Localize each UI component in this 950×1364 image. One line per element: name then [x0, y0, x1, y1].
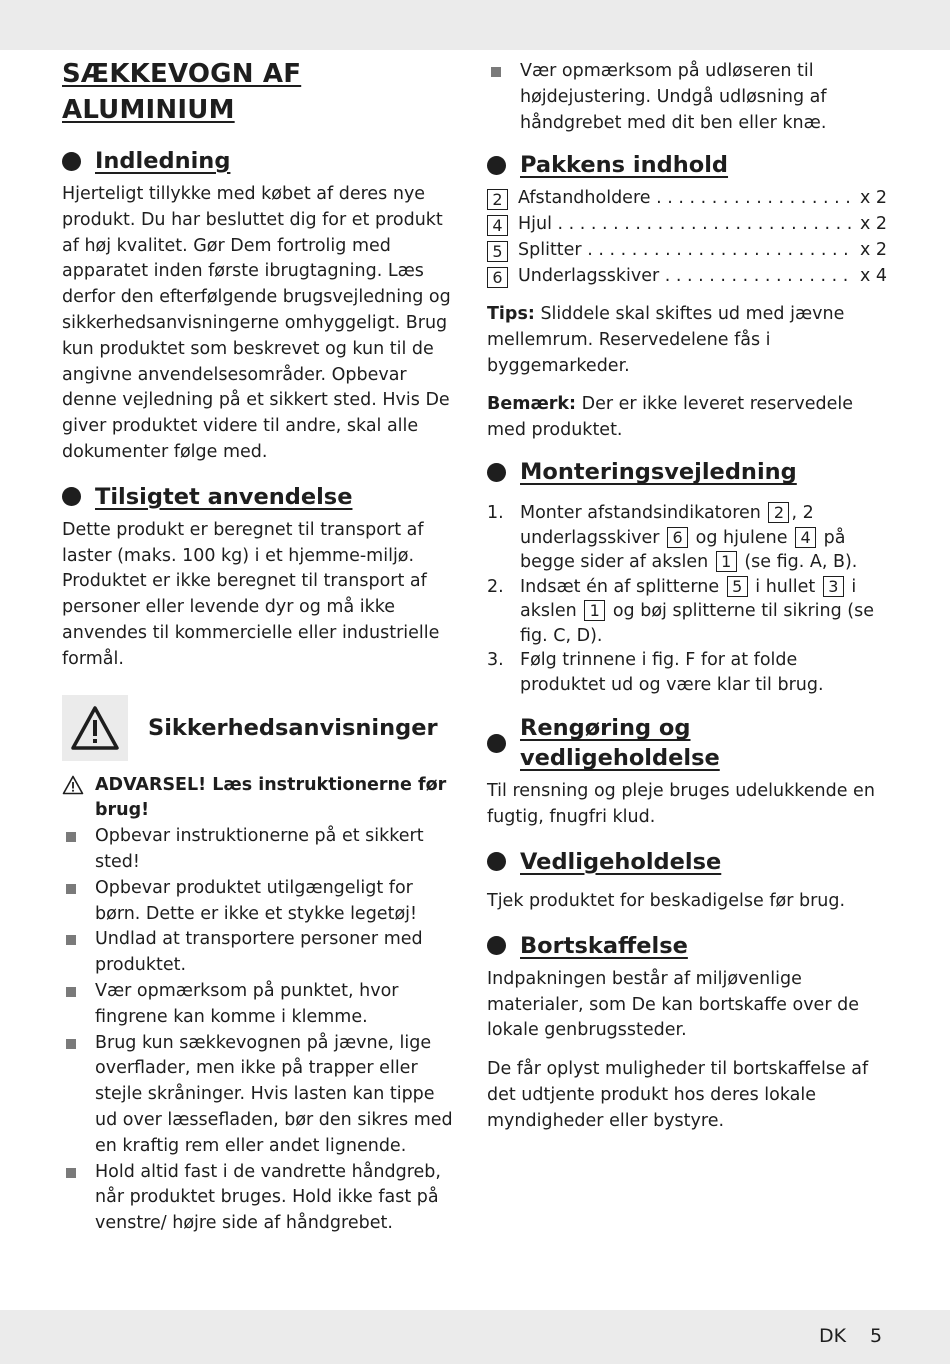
safety-list-continued [487, 59, 887, 136]
bullet-dot-icon [487, 734, 506, 753]
step-number: 2. [487, 576, 504, 597]
list-item [487, 212, 887, 238]
cleaning-text: Til rensning og pleje bruges udelukkende en fugtig, fnugfri klud. [487, 781, 875, 828]
bullet-dot-icon [62, 487, 81, 506]
list-item [487, 264, 887, 290]
list-item: Opbevar instruktionerne på et sikkert sted! [62, 824, 458, 876]
intended-use-heading-row [62, 482, 458, 512]
assembly-steps [487, 501, 887, 697]
note-text: Der er ikke leveret reservedele med produktet. [487, 393, 854, 440]
warning-text: ADVARSEL! Læs instruktionerne før brug! [95, 774, 447, 821]
part-ref: 5 [727, 576, 748, 597]
list-item [487, 575, 887, 649]
part-number: 5 [487, 241, 508, 262]
safety-list [62, 824, 458, 1237]
right-column [487, 56, 887, 1135]
bullet-dot-icon [487, 463, 506, 482]
intended-use-heading: Tilsigtet anvendelse [95, 483, 353, 510]
step-text: , 2 underlagsskiver [520, 503, 814, 548]
left-column [62, 56, 458, 1237]
top-band [0, 0, 950, 50]
step-number: 1. [487, 503, 504, 524]
disposal-heading: Bortskaffelse [520, 932, 688, 959]
assembly-heading-row [487, 457, 887, 487]
list-item: Opbevar produktet utilgængeligt for børn. Dette er ikke et stykke legetøj! [62, 876, 458, 928]
part-number: 6 [487, 267, 508, 288]
bullet-dot-icon [62, 152, 81, 171]
note-paragraph [487, 392, 887, 444]
step-text: i hullet [749, 576, 821, 597]
part-name: Splitter . . . [518, 238, 854, 264]
part-name: Underlagsskiver . . . [518, 264, 854, 290]
list-item [487, 238, 887, 264]
part-number: 2 [487, 189, 508, 210]
parts-list [487, 186, 887, 290]
part-ref: 6 [667, 527, 688, 548]
safety-heading: Sikkerhedsanvisninger [148, 714, 438, 741]
intro-text: Hjerteligt tillykke med købet af deres nye produkt. Du har besluttet dig for et produkt af høj kvalitet. Gør Dem fortrolig med apparatet inden første ibrugtagning. Læs derfor den efterfølgende brugsvejledning og sikkerhedsanvisningerne omhyggeligt. Brug kun produktet som beskrevet og kun til de angivne anvendelsesområder. Opbevar denne vejledning på et sikkert sted. Hvis De giver produktet videre til andre, skal alle dokumenter følge med. [62, 184, 451, 462]
list-item: Vær opmærksom på udløseren til højdejustering. Undgå udløsning af håndgrebet med dit ben eller knæ. [487, 59, 887, 136]
part-quantity: x 4 [859, 266, 887, 287]
list-item: Vær opmærksom på punktet, hvor fingrene kan komme i klemme. [62, 979, 458, 1031]
part-quantity: x 2 [859, 214, 887, 235]
warning-line [62, 773, 458, 825]
page-number: 5 [870, 1325, 883, 1347]
maintenance-heading-row [487, 847, 887, 877]
cleaning-heading-row [487, 713, 887, 773]
part-quantity: x 2 [859, 188, 887, 209]
step-text: Indsæt én af splitterne [520, 576, 725, 597]
part-ref: 1 [716, 551, 737, 572]
step-text: og bøj splitterne til sikring (se fig. C, D). [520, 601, 874, 646]
package-heading: Pakkens indhold [520, 152, 729, 179]
intro-heading-row [62, 146, 458, 176]
list-item: Undlad at transportere personer med produktet. [62, 927, 458, 979]
list-item: Hold altid fast i de vandrette håndgreb, når produktet bruges. Hold ikke fast på venstre/ højre side af håndgrebet. [62, 1160, 458, 1237]
footer-band [0, 1310, 950, 1364]
disposal-heading-row [487, 931, 887, 961]
list-item [487, 501, 887, 575]
disposal-text-2: De får oplyst muligheder til bortskaffelse af det udtjente produkt hos deres lokale myndigheder eller bystyre. [487, 1059, 869, 1131]
note-label: Bemærk: [487, 393, 577, 414]
cleaning-heading: Rengøring og vedligeholdelse [520, 715, 720, 772]
step-text: Monter afstandsindikatoren [520, 503, 767, 524]
part-ref: 2 [768, 502, 789, 523]
tips-label: Tips: [487, 304, 535, 325]
part-quantity: x 2 [859, 240, 887, 261]
step-text: på begge sider af akslen [520, 527, 846, 573]
disposal-text-1: Indpakningen består af miljøvenlige materialer, som De kan bortskaffe over de lokale genbrugssteder. [487, 968, 859, 1041]
step-text: Følg trinnene i fig. F for at folde produktet ud og være klar til brug. [520, 650, 824, 695]
step-text: og hjulene [690, 527, 794, 548]
part-ref: 4 [795, 527, 816, 548]
step-text: i akslen [520, 576, 857, 622]
assembly-heading: Monteringsvejledning [520, 459, 797, 486]
part-name: Hjul . . . [518, 212, 854, 238]
part-ref: 1 [584, 600, 605, 621]
language-code: DK [819, 1325, 847, 1347]
part-name: Afstandholdere . . . [518, 186, 854, 212]
maintenance-text: Tjek produktet for beskadigelse før brug. [487, 890, 846, 911]
safety-heading-row [62, 695, 458, 761]
part-ref: 3 [823, 576, 844, 597]
intro-heading: Indledning [95, 148, 231, 174]
step-text: (se fig. A, B). [738, 552, 858, 573]
step-number: 3. [487, 650, 504, 671]
bullet-dot-icon [487, 852, 506, 871]
list-item [487, 648, 887, 697]
package-heading-row [487, 150, 887, 180]
warning-triangle-icon [62, 695, 128, 761]
list-item [487, 186, 887, 212]
bullet-dot-icon [487, 936, 506, 955]
intended-use-text: Dette produkt er beregnet til transport af laster (maks. 100 kg) i et hjemme-miljø. Produktet er ikke beregnet til transport af personer eller levende dyr og må ikke anvendes til kommercielle eller industrielle formål. [62, 519, 440, 669]
small-warning-icon [62, 773, 95, 825]
tips-text: Sliddele skal skiftes ud med jævne mellemrum. Reservedelene fås i byggemarkeder. [487, 304, 845, 376]
bullet-dot-icon [487, 156, 506, 175]
maintenance-heading: Vedligeholdelse [520, 848, 722, 875]
part-number: 4 [487, 215, 508, 236]
page-title: SÆKKEVOGN AF ALUMINIUM [62, 59, 302, 125]
list-item: Brug kun sækkevognen på jævne, lige overflader, men ikke på trapper eller stejle skråninger. Hvis lasten kan tippe ud over læssefladen, bør den sikres med en kraftig rem eller andet lignende. [62, 1031, 458, 1160]
tips-paragraph [487, 302, 887, 379]
